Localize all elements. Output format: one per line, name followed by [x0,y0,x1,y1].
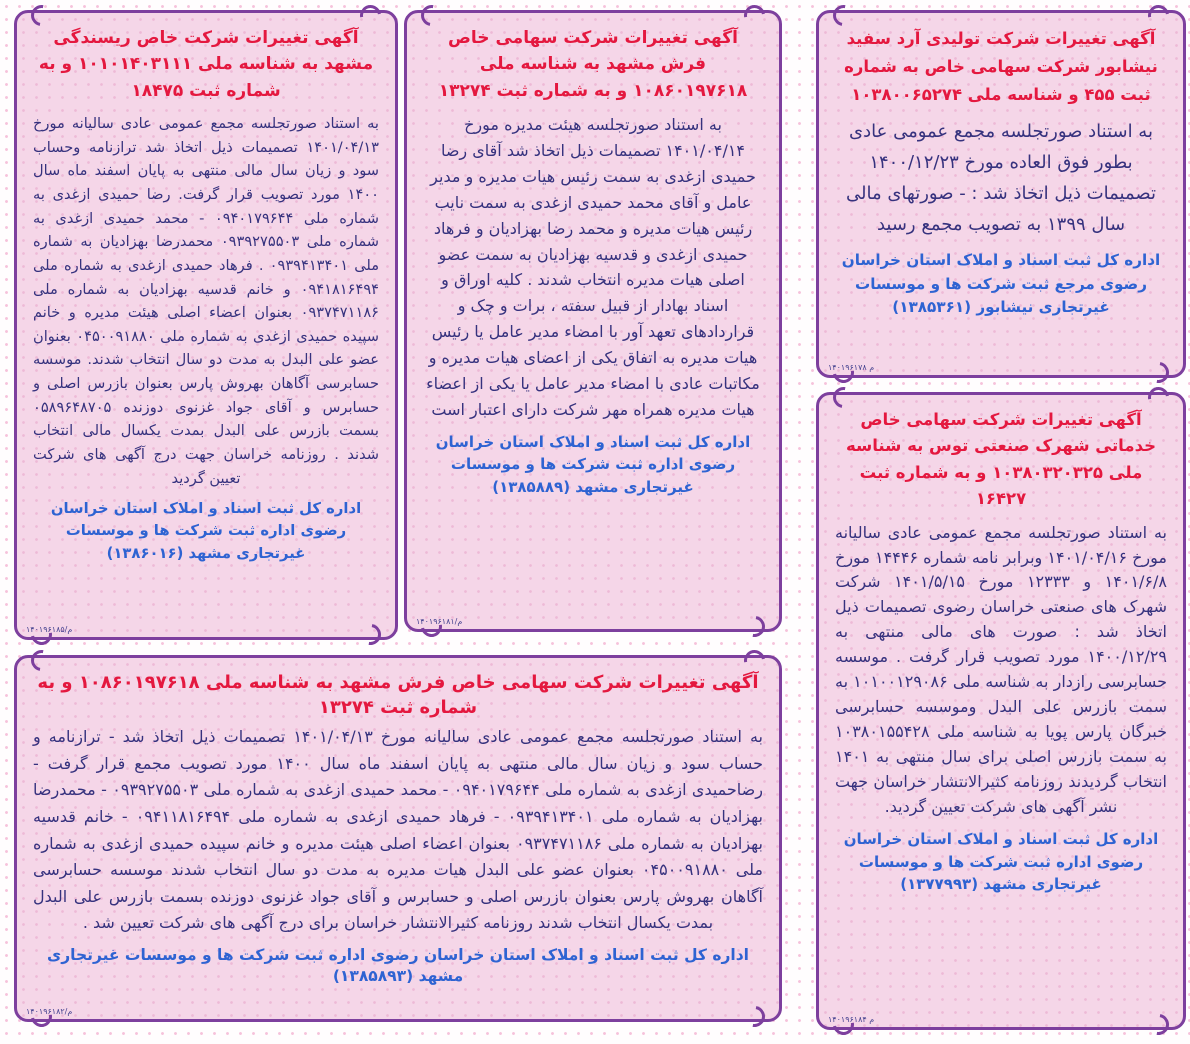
corner-flourish-icon [1144,358,1173,387]
corner-flourish-icon [1144,1010,1173,1039]
ad-title: آگهی تغییرات شرکت خاص ریسندگی مشهد به شناسه ملی ۱۰۱۰۱۴۰۳۱۱۱ و به شماره ثبت ۱۸۴۷۵ [38,28,374,101]
ad-title: آگهی تغییرات شرکت تولیدی آرد سفید نیشابور شرکت سهامی خاص به شماره ثبت ۴۵۵ و شناسه ملی ۱۰۳۸۰۰۶۵۲۷۴ [844,29,1158,105]
ad-body-text: به استناد صورتجلسه مجمع عمومی عادی سالیانه مورخ ۱۴۰۱/۰۴/۱۳ تصمیمات ذیل اتخاذ شد ترازنامه وحساب سود و زیان سال مالی منتهی به پایان اسفند ماه سال ۱۴۰۰ مورد تصویب قرار گرفت. رضا حمیدی ازغدی به شماره ملی ۰۹۴۰۱۷۹۶۴۴ - محمد حمیدی ازغدی به شماره ملی ۰۹۳۹۲۷۵۵۰۳ محمدرضا بهزادیان به شماره ملی ۰۹۳۹۴۱۳۴۰۱ . فرهاد حمیدی ازغدی به شماره ملی ۰۹۴۱۸۱۶۴۹۴ و خانم قدسیه بهزادیان به شماره ملی ۰۹۳۷۴۷۱۱۸۶ بعنوان اعضاء اصلی هیئت مدیره و خانم سپیده حمیدی ازغدی به شماره ملی ۰۴۵۰۰۹۱۸۸۰ بعنوان عضو علی البدل به مدت دو سال انتخاب شدند. موسسه حسابرسی آگاهان بهروش پارس بعنوان بازرس اصلی و حسابرس و آقای جواد غزنوی دوزنده ۰۵۸۹۶۴۸۷۰۵ بسمت بازرس علی البدل بمدت یکسال مالی انتخاب شدند . روزنامه خراسان جهت درج آگهی های شرکت تعیین گردید [33,115,380,487]
ad-serial-number: م/۱۴۰۱۹۶۱۸۲ [26,1007,73,1016]
ad-footer-registry: اداره کل ثبت اسناد و املاک استان خراسان رضوی اداره ثبت شرکت ها و موسسات غیرتجاری مشهد (۱۳۷۷۹۹۳) [843,830,1159,893]
ad-box-ard-sefid-neyshabur [816,10,1186,378]
ad-footer-registry: اداره کل ثبت اسناد و املاک استان خراسان رضوی اداره ثبت شرکت ها و موسسات غیرتجاری مشهد (۱۳۸۵۸۹۳) [47,945,749,986]
ad-title: آگهی تغییرات شرکت سهامی خاص فرش مشهد به شناسه ملی ۱۰۸۶۰۱۹۷۶۱۸ و به شماره ثبت ۱۳۲۷۴ [37,672,759,719]
ad-body-text: به استناد صورتجلسه مجمع عمومی عادی بطور فوق العاده مورخ ۱۴۰۰/۱۲/۲۳ تصمیمات ذیل اتخاذ شد : - صورتهای مالی سال ۱۳۹۹ به تصویب مجمع رسید [846,121,1156,235]
ad-title: آگهی تغییرات شرکت سهامی خاص فرش مشهد به شناسه ملی ۱۰۸۶۰۱۹۷۶۱۸ و به شماره ثبت ۱۳۲۷۴ [438,28,748,101]
ad-footer-registry: اداره کل ثبت اسناد و املاک استان خراسان رضوی مرجع ثبت شرکت ها و موسسات غیرتجاری نیشابور (۱۳۸۵۳۶۱) [841,250,1161,317]
ad-box-shahrak-sanati-toos [816,392,1186,1030]
ad-body-text: به استناد صورتجلسه هیئت مدیره مورخ ۱۴۰۱/۰۴/۱۴ تصمیمات ذیل اتخاذ شد آقای رضا حمیدی ازغدی به سمت رئیس هیات مدیره و مدیر عامل و آقای محمد حمیدی ازغدی به سمت نایب رئیس هیات مدیره و محمد رضا بهزادیان و فرهاد حمیدی ازغدی و قدسیه بهزادیان به سمت عضو اصلی هیات مدیره انتخاب شدند . کلیه اوراق و اسناد بهادار از قبیل سفته ، برات و چک و قراردادهای تعهد آور با امضاء مدیر عامل یا رئیس هیات مدیره به اتفاق یکی از اعضای هیات مدیره و مکاتبات عادی با امضاء مدیر عامل یا یکی از اعضاء هیات مدیره همراه مهر شرکت دارای اعتبار است [426,115,760,419]
corner-flourish-icon [740,612,769,641]
ad-footer-registry: اداره کل ثبت اسناد و املاک استان خراسان رضوی اداره ثبت شرکت ها و موسسات غیرتجاری مشهد (۱۳۸۶۰۱۶) [50,500,362,562]
ad-serial-number: م/۱۴۰۱۹۶۱۸۱ [416,617,463,626]
corner-flourish-icon [740,1002,769,1031]
ad-box-farsh-mashhad-board [404,10,782,632]
ad-box-farsh-mashhad-assembly [14,655,782,1022]
ad-serial-number: م ۱۴۰۱۹۶۱۸۴ [828,1015,875,1024]
ad-title: آگهی تغییرات شرکت سهامی خاص خدماتی شهرک صنعتی توس به شناسه ملی ۱۰۳۸۰۳۲۰۳۲۵ و به شماره ثبت ۱۶۴۲۷ [845,410,1157,509]
ad-serial-number: ۱۴۰۱۹۶۱۷۸ م [828,363,875,372]
ad-box-resandegi-mashhad [14,10,398,640]
ad-serial-number: م/۱۴۰۱۹۶۱۸۵ [26,625,73,634]
corner-flourish-icon [356,620,385,649]
ad-body-text: به استناد صورتجلسه مجمع عمومی عادی سالیانه مورخ ۱۴۰۱/۰۴/۱۳ تصمیمات ذیل اتخاذ شد - ترازنامه و حساب سود و زیان سال مالی منتهی به پایان اسفند ماه سال ۱۴۰۰ مورد تصویب مجمع قرار گرفت - رضاحمیدی ازغدی به شماره ملی ۰۹۴۰۱۷۹۶۴۴ - محمد حمیدی ازغدی به شماره ملی ۰۹۳۹۲۷۵۵۰۳ - محمدرضا بهزادیان به شماره ملی ۰۹۳۹۴۱۳۴۰۱ - فرهاد حمیدی ازغدی به شماره ملی ۰۹۴۱۱۸۱۶۴۹۴ - خانم قدسیه بهزادیان به شماره ملی ۰۹۳۷۴۷۱۱۸۶ بعنوان اعضاء اصلی هیئت مدیره و خانم سپیده حمیدی ازغدی به شماره ملی ۰۴۵۰۰۹۱۸۸۰ بعنوان عضو علی البدل هیات مدیره به مدت دو سال انتخاب شدند موسسه حسابرسی آگاهان بهروش پارس بعنوان بازرس اصلی و حسابرس و آقای جواد غزنوی دوزنده بسمت بازرس علی البدل بمدت یکسال انتخاب شدند روزنامه کثیرالانتشار خراسان برای درج آگهی های شرکت تعیین شد . [33,727,764,933]
ad-body-text: به استناد صورتجلسه مجمع عمومی عادی سالیانه مورخ ۱۴۰۱/۰۴/۱۶ وبرابر نامه شماره ۱۴۴۴۶ مورخ ۱۴۰۱/۶/۸ و ۱۲۳۳۳ مورخ ۱۴۰۱/۵/۱۵ شرکت شهرک های صنعتی خراسان رضوی تصمیمات ذیل اتخاذ شد : صورت های مالی منتهی به ۱۴۰۰/۱۲/۲۹ مورد تصویب قرار گرفت . موسسه حسابرسی رازدار به شناسه ملی ۱۰۱۰۰۱۲۹۰۸۶ به سمت بازرس علی البدل وموسسه حسابرسی خبرگان پارس پویا به شناسه ملی ۱۰۳۸۰۱۵۵۴۲۸ به سمت بازرس اصلی برای سال منتهی به ۱۴۰۱ انتخاب گردیدند روزنامه کثیرالانتشار خراسان جهت نشر آگهی های شرکت تعیین گردید. [835,522,1167,817]
ad-footer-registry: اداره کل ثبت اسناد و املاک استان خراسان رضوی اداره ثبت شرکت ها و موسسات غیرتجاری مشهد (۱۳۸۵۸۸۹) [435,432,751,496]
